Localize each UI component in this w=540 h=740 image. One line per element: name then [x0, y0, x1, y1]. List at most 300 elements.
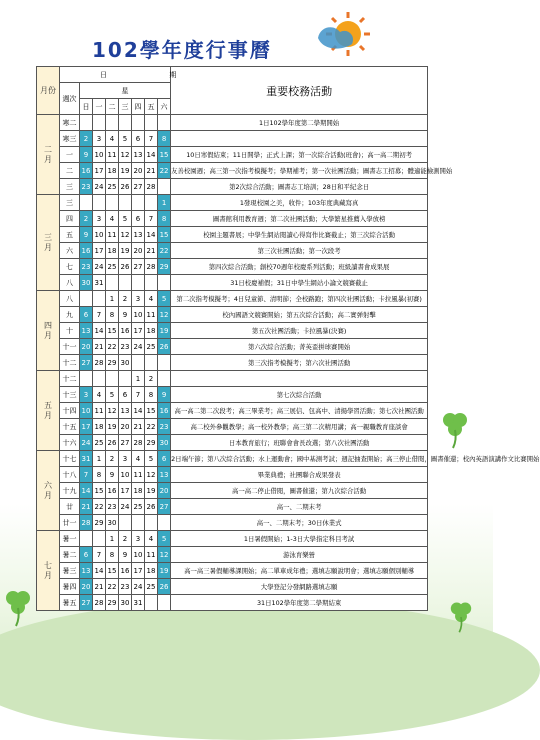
- day-cell: [158, 371, 171, 387]
- week-number: 暑三: [60, 563, 80, 579]
- day-cell: [132, 115, 145, 131]
- day-cell: [80, 291, 93, 307]
- day-cell: 12: [158, 307, 171, 323]
- weekday-header: 六: [158, 99, 171, 115]
- weekday-header: 五: [145, 99, 158, 115]
- week-number: 二: [60, 163, 80, 179]
- day-cell: 25: [145, 339, 158, 355]
- day-cell: 11: [106, 227, 119, 243]
- day-cell: 19: [106, 419, 119, 435]
- week-header: 週次: [60, 83, 80, 115]
- day-cell: 6: [80, 307, 93, 323]
- month-header: 月份: [37, 67, 60, 115]
- week-row: [37, 275, 428, 291]
- day-cell: 29: [106, 595, 119, 611]
- day-cell: 11: [93, 403, 106, 419]
- day-cell: [106, 371, 119, 387]
- week-number: 寒二: [60, 115, 80, 131]
- day-cell: 19: [158, 323, 171, 339]
- day-cell: 14: [93, 323, 106, 339]
- day-cell: 6: [158, 451, 171, 467]
- day-cell: 3: [132, 531, 145, 547]
- week-number: 十: [60, 323, 80, 339]
- day-cell: 4: [93, 387, 106, 403]
- day-cell: [119, 275, 132, 291]
- week-row: [37, 403, 428, 419]
- day-cell: 18: [132, 483, 145, 499]
- activity-cell: 第四次綜合活動；創校70週年校慶系列活動；班級讀書會成果展: [171, 259, 428, 275]
- day-cell: 28: [145, 179, 158, 195]
- day-cell: 10: [119, 467, 132, 483]
- day-cell: 13: [158, 467, 171, 483]
- day-cell: [93, 531, 106, 547]
- clover-icon: [440, 410, 470, 450]
- day-cell: 28: [132, 435, 145, 451]
- sun-cloud-icon: [314, 8, 376, 70]
- day-cell: 29: [145, 435, 158, 451]
- activity-cell: 校內國語文競賽開始；第五次綜合活動；高二實弹射擊: [171, 307, 428, 323]
- day-cell: [158, 275, 171, 291]
- week-number: 廿一: [60, 515, 80, 531]
- weekday-header: 四: [132, 99, 145, 115]
- day-cell: 8: [106, 547, 119, 563]
- day-cell: 4: [145, 291, 158, 307]
- activity-cell: 第六次綜合活動；菁英盃拼球賽開始: [171, 339, 428, 355]
- activity-cell: 1日102學年度第二學期開始: [171, 115, 428, 131]
- day-cell: [106, 115, 119, 131]
- day-cell: [119, 195, 132, 211]
- week-row: [37, 131, 428, 147]
- day-cell: 1: [93, 451, 106, 467]
- week-row: [37, 147, 428, 163]
- day-cell: 29: [93, 515, 106, 531]
- day-cell: 20: [132, 163, 145, 179]
- day-cell: 19: [145, 483, 158, 499]
- week-number: 六: [60, 243, 80, 259]
- day-cell: 27: [158, 499, 171, 515]
- day-cell: 3: [132, 291, 145, 307]
- day-cell: 21: [80, 499, 93, 515]
- day-cell: 15: [106, 563, 119, 579]
- weekday-header: 二: [106, 99, 119, 115]
- day-cell: 14: [145, 147, 158, 163]
- day-cell: 6: [119, 387, 132, 403]
- week-number: 三: [60, 179, 80, 195]
- activity-cell: 31日校慶補假；31日中學生網站小論文競賽截止: [171, 275, 428, 291]
- day-cell: 10: [132, 547, 145, 563]
- day-cell: 5: [158, 531, 171, 547]
- day-cell: [145, 355, 158, 371]
- activity-cell: 大學登記分發網路選填志願: [171, 579, 428, 595]
- day-cell: [145, 275, 158, 291]
- day-cell: 27: [119, 435, 132, 451]
- weekday-header: 日: [80, 99, 93, 115]
- day-cell: 3: [119, 451, 132, 467]
- day-cell: 12: [145, 467, 158, 483]
- day-cell: [93, 291, 106, 307]
- activity-cell: 31日102學年度第二學期結束: [171, 595, 428, 611]
- day-cell: 9: [80, 227, 93, 243]
- day-cell: 6: [80, 547, 93, 563]
- day-cell: 26: [119, 259, 132, 275]
- day-cell: 10: [80, 403, 93, 419]
- day-cell: 30: [80, 275, 93, 291]
- week-row: [37, 339, 428, 355]
- day-cell: 4: [106, 211, 119, 227]
- month-label: 四 月: [37, 291, 60, 371]
- day-cell: 18: [145, 563, 158, 579]
- day-cell: 11: [132, 467, 145, 483]
- day-cell: 19: [119, 243, 132, 259]
- week-number: 七: [60, 259, 80, 275]
- day-cell: 15: [93, 483, 106, 499]
- week-number: 一: [60, 147, 80, 163]
- day-cell: 2: [145, 371, 158, 387]
- day-cell: 20: [80, 339, 93, 355]
- day-cell: 17: [132, 323, 145, 339]
- week-row: [37, 531, 428, 547]
- day-cell: 2: [119, 291, 132, 307]
- activity-cell: 圖書館利用教育週；第二次社團活動；大學繁星推薦入學放榜: [171, 211, 428, 227]
- week-row: [37, 595, 428, 611]
- activity-cell: 第七次綜合活動: [171, 387, 428, 403]
- day-cell: [132, 275, 145, 291]
- day-cell: 3: [80, 387, 93, 403]
- week-number: 暑四: [60, 579, 80, 595]
- day-cell: 12: [119, 147, 132, 163]
- day-cell: 25: [145, 579, 158, 595]
- activity-cell: 高二校外參觀教學；高一校外教學；高三第二次精用講；高一親職教育座談會: [171, 419, 428, 435]
- day-cell: 28: [93, 595, 106, 611]
- day-cell: 15: [106, 323, 119, 339]
- week-number: 四: [60, 211, 80, 227]
- day-cell: [80, 115, 93, 131]
- week-number: 三: [60, 195, 80, 211]
- day-cell: 2: [80, 131, 93, 147]
- week-row: [37, 211, 428, 227]
- day-cell: 24: [132, 339, 145, 355]
- week-row: [37, 563, 428, 579]
- day-label: 日: [100, 70, 107, 79]
- day-cell: [106, 195, 119, 211]
- activity-cell: 第三次社團活動；第一次段考: [171, 243, 428, 259]
- month-label: 七 月: [37, 531, 60, 611]
- day-cell: 6: [132, 131, 145, 147]
- day-cell: 30: [106, 515, 119, 531]
- day-cell: 9: [119, 307, 132, 323]
- week-row: [37, 499, 428, 515]
- day-cell: 26: [106, 435, 119, 451]
- day-cell: 16: [106, 483, 119, 499]
- day-cell: [158, 595, 171, 611]
- day-cell: 30: [119, 355, 132, 371]
- day-cell: 22: [106, 339, 119, 355]
- day-cell: [93, 371, 106, 387]
- day-cell: 20: [158, 483, 171, 499]
- week-number: 十二: [60, 355, 80, 371]
- activity-cell: 第三次指考模擬考；第六次社團活動: [171, 355, 428, 371]
- day-cell: 7: [145, 131, 158, 147]
- day-cell: 1: [106, 531, 119, 547]
- day-cell: [145, 595, 158, 611]
- day-cell: 24: [93, 259, 106, 275]
- day-cell: 17: [93, 163, 106, 179]
- day-cell: 2: [80, 211, 93, 227]
- day-cell: 17: [119, 483, 132, 499]
- day-cell: [145, 195, 158, 211]
- activity-cell: 第二次指考模擬考；4日兒童節、清明節；全校路跑；第四次社團活動；卡拉風暴(初賽): [171, 291, 428, 307]
- day-cell: [132, 355, 145, 371]
- week-row: [37, 291, 428, 307]
- week-row: [37, 355, 428, 371]
- day-cell: [158, 115, 171, 131]
- day-cell: [119, 515, 132, 531]
- day-cell: 27: [132, 179, 145, 195]
- day-cell: 20: [132, 243, 145, 259]
- day-cell: 4: [106, 131, 119, 147]
- day-cell: 12: [106, 403, 119, 419]
- activity-cell: 10日寒假結束；11日開學；正式上課；第一次綜合活動(班會)；高一高二期初考: [171, 147, 428, 163]
- day-cell: [145, 115, 158, 131]
- week-number: 九: [60, 307, 80, 323]
- day-cell: 23: [119, 339, 132, 355]
- day-cell: 15: [145, 403, 158, 419]
- month-label: 三 月: [37, 195, 60, 291]
- week-number: 暑二: [60, 547, 80, 563]
- week-row: [37, 547, 428, 563]
- day-cell: 5: [119, 211, 132, 227]
- day-cell: 20: [80, 579, 93, 595]
- day-cell: [80, 195, 93, 211]
- day-cell: 2: [106, 451, 119, 467]
- activity-cell: 友善校園週；高三第一次指考模擬考；學期補考；第一次社團活動；圖書志工招募；體適能檢測開始: [171, 163, 428, 179]
- day-cell: 9: [80, 147, 93, 163]
- day-cell: 13: [132, 227, 145, 243]
- day-cell: 16: [158, 403, 171, 419]
- day-cell: 22: [93, 499, 106, 515]
- day-cell: 3: [93, 211, 106, 227]
- activity-cell: 校園主題書展；中學生網站閱讀心得寫作比賽截止；第三次綜合活動: [171, 227, 428, 243]
- day-cell: 12: [119, 227, 132, 243]
- day-cell: 10: [93, 227, 106, 243]
- day-cell: 12: [158, 547, 171, 563]
- page-title: 102學年度行事曆: [92, 38, 272, 62]
- day-cell: 2: [119, 531, 132, 547]
- day-cell: 14: [93, 563, 106, 579]
- day-cell: 27: [132, 259, 145, 275]
- week-number: 十五: [60, 419, 80, 435]
- day-cell: 27: [80, 595, 93, 611]
- day-cell: 8: [93, 467, 106, 483]
- week-number: 十七: [60, 451, 80, 467]
- week-row: [37, 243, 428, 259]
- activity-cell: 高一高二第二次段考；高三畢業考；高三展信、包高中、清揚學習活動；第七次社團活動: [171, 403, 428, 419]
- day-cell: 27: [80, 355, 93, 371]
- day-cell: 31: [80, 451, 93, 467]
- month-label: 五 月: [37, 371, 60, 451]
- week-number: 八: [60, 291, 80, 307]
- day-cell: [80, 531, 93, 547]
- day-cell: [145, 515, 158, 531]
- week-number: 十三: [60, 387, 80, 403]
- day-cell: 26: [158, 339, 171, 355]
- day-cell: 17: [80, 419, 93, 435]
- day-cell: 7: [145, 211, 158, 227]
- day-cell: 7: [93, 307, 106, 323]
- activity-cell: 1發現校園之美，收件；103年度典藏寫真: [171, 195, 428, 211]
- day-cell: 24: [80, 435, 93, 451]
- day-cell: 5: [106, 387, 119, 403]
- period-label: 期: [169, 70, 177, 79]
- day-cell: 18: [106, 243, 119, 259]
- week-number: 廿: [60, 499, 80, 515]
- day-cell: 19: [158, 563, 171, 579]
- day-cell: [119, 115, 132, 131]
- month-label: 六 月: [37, 451, 60, 531]
- day-cell: 15: [158, 227, 171, 243]
- day-cell: 26: [158, 579, 171, 595]
- weekday-header: 三: [119, 99, 132, 115]
- day-cell: 24: [93, 179, 106, 195]
- week-number: 寒三: [60, 131, 80, 147]
- week-row: [37, 515, 428, 531]
- month-label: 二 月: [37, 115, 60, 195]
- day-cell: 25: [106, 179, 119, 195]
- day-cell: 10: [93, 147, 106, 163]
- week-number: 十九: [60, 483, 80, 499]
- day-cell: 7: [132, 387, 145, 403]
- activities-header: 重要校務活動: [171, 67, 428, 115]
- day-cell: 16: [119, 563, 132, 579]
- week-number: 暑一: [60, 531, 80, 547]
- day-cell: 9: [119, 547, 132, 563]
- day-cell: 13: [80, 563, 93, 579]
- day-cell: 4: [132, 451, 145, 467]
- day-cell: 3: [93, 131, 106, 147]
- day-cell: 30: [119, 595, 132, 611]
- clover-icon: [448, 600, 474, 634]
- day-cell: [93, 195, 106, 211]
- calendar-table: [36, 66, 540, 611]
- day-cell: 31: [132, 595, 145, 611]
- day-cell: 30: [158, 435, 171, 451]
- activity-cell: 畢業典禮；社團聯合成果發表: [171, 467, 428, 483]
- activity-cell: 高一、二期末考: [171, 499, 428, 515]
- day-cell: 8: [158, 211, 171, 227]
- day-cell: 13: [119, 403, 132, 419]
- day-cell: 11: [106, 147, 119, 163]
- day-cell: 14: [145, 227, 158, 243]
- day-cell: 22: [106, 579, 119, 595]
- week-row: [37, 579, 428, 595]
- week-row: [37, 467, 428, 483]
- day-cell: 5: [158, 291, 171, 307]
- day-cell: 21: [93, 339, 106, 355]
- clover-icon: [2, 588, 34, 628]
- week-row: [37, 307, 428, 323]
- day-cell: 9: [106, 467, 119, 483]
- week-row: [37, 419, 428, 435]
- day-cell: 26: [145, 499, 158, 515]
- day-cell: 23: [80, 259, 93, 275]
- week-number: 八: [60, 275, 80, 291]
- day-cell: 22: [145, 419, 158, 435]
- day-cell: 28: [93, 355, 106, 371]
- day-cell: 8: [158, 131, 171, 147]
- day-cell: 8: [145, 387, 158, 403]
- day-cell: [93, 115, 106, 131]
- day-cell: 23: [119, 579, 132, 595]
- day-cell: 13: [80, 323, 93, 339]
- day-cell: 11: [145, 547, 158, 563]
- day-cell: 11: [145, 307, 158, 323]
- day-cell: [158, 179, 171, 195]
- day-cell: 29: [158, 259, 171, 275]
- week-row: [37, 451, 428, 467]
- day-cell: 4: [145, 531, 158, 547]
- day-cell: [132, 515, 145, 531]
- day-cell: 17: [93, 243, 106, 259]
- day-cell: 1: [106, 291, 119, 307]
- week-row: [37, 259, 428, 275]
- day-cell: 29: [106, 355, 119, 371]
- day-cell: [132, 195, 145, 211]
- week-row: [37, 371, 428, 387]
- day-cell: 25: [132, 499, 145, 515]
- activity-cell: 高一、二期末考；30日休業式: [171, 515, 428, 531]
- week-row: [37, 227, 428, 243]
- activity-cell: 日本教育旅行；班聯會會長改選；第八次社團活動: [171, 435, 428, 451]
- weekday-header: 一: [93, 99, 106, 115]
- day-cell: 17: [132, 563, 145, 579]
- day-cell: 10: [132, 307, 145, 323]
- week-row: [37, 179, 428, 195]
- week-row: [37, 387, 428, 403]
- week-number: 暑五: [60, 595, 80, 611]
- day-cell: 1: [132, 371, 145, 387]
- week-row: [37, 483, 428, 499]
- day-cell: 26: [119, 179, 132, 195]
- day-cell: 18: [145, 323, 158, 339]
- day-cell: 21: [93, 579, 106, 595]
- activity-cell: 第2次綜合活動；圖書志工培訓；28日和平紀念日: [171, 179, 428, 195]
- week-number: 十一: [60, 339, 80, 355]
- day-cell: 31: [93, 275, 106, 291]
- day-cell: 25: [106, 259, 119, 275]
- day-cell: 21: [145, 163, 158, 179]
- star-header: 星: [80, 83, 171, 99]
- day-cell: 21: [145, 243, 158, 259]
- day-cell: 14: [80, 483, 93, 499]
- day-cell: 23: [158, 419, 171, 435]
- day-cell: 18: [106, 163, 119, 179]
- day-cell: 14: [132, 403, 145, 419]
- day-cell: 25: [93, 435, 106, 451]
- week-row: [37, 163, 428, 179]
- activity-cell: 第五次社團活動；卡拉風暴(決賽): [171, 323, 428, 339]
- day-cell: 16: [80, 163, 93, 179]
- activity-cell: 1日暑假開始；1-3日大學指定科目考試: [171, 531, 428, 547]
- day-cell: 6: [132, 211, 145, 227]
- day-cell: 22: [158, 163, 171, 179]
- week-row: [37, 195, 428, 211]
- week-row: [37, 115, 428, 131]
- day-cell: [158, 515, 171, 531]
- day-cell: 5: [145, 451, 158, 467]
- day-cell: 19: [119, 163, 132, 179]
- day-cell: 21: [132, 419, 145, 435]
- day-cell: 24: [119, 499, 132, 515]
